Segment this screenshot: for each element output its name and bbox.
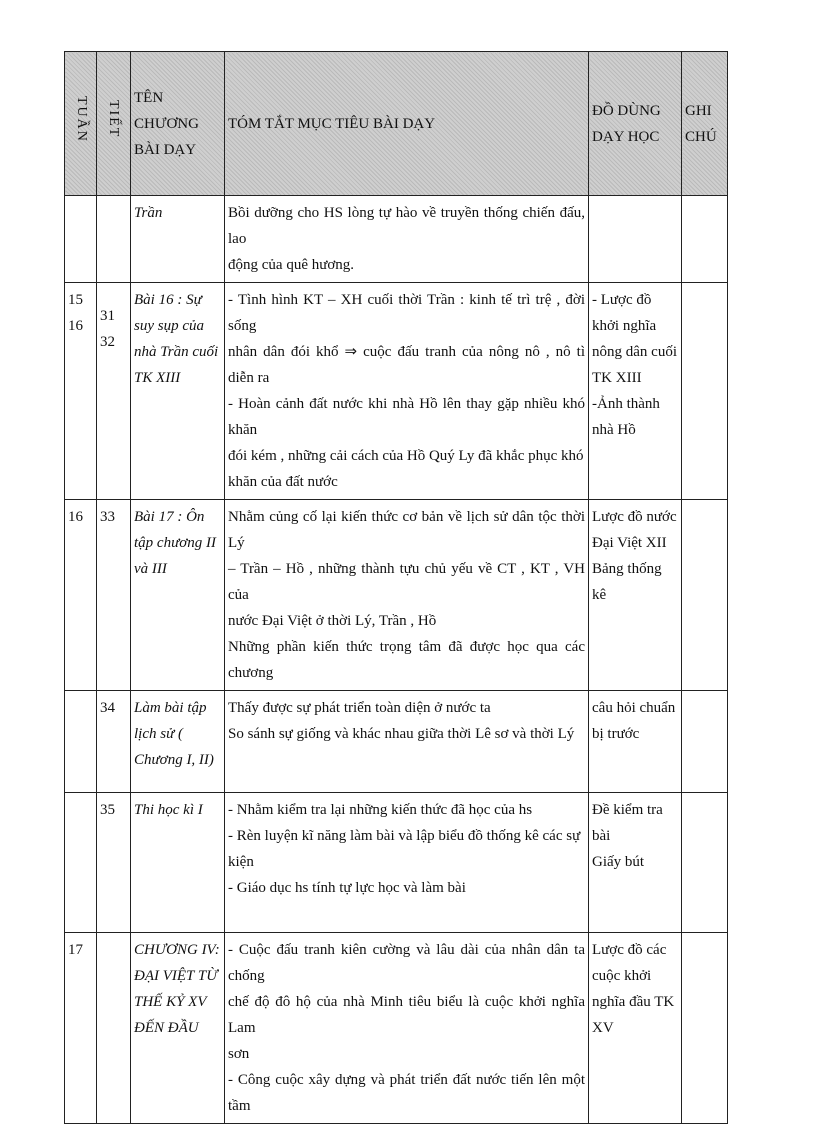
cell-line: - Hoàn cảnh đất nước khi nhà Hồ lên thay gặp nhiều khó khăn bbox=[228, 396, 585, 438]
cell-line: nước Đại Việt ở thời Lý, Trần , Hồ bbox=[228, 613, 437, 629]
cell-tuan bbox=[65, 283, 97, 500]
cell-line: Bồi dưỡng cho HS lòng tự hào về truyền thống chiến đấu, lao bbox=[228, 205, 585, 247]
cell-tom-tat bbox=[225, 691, 589, 793]
cell-line: Những phần kiến thức trọng tâm đã được học qua các chương bbox=[228, 639, 585, 681]
cell-tuan bbox=[65, 500, 97, 691]
header-ghi-chu bbox=[682, 52, 728, 196]
header-tom-tat: TÓM TẮT MỤC TIÊU BÀI DẠY bbox=[225, 52, 589, 196]
cell-line: 34 bbox=[100, 700, 115, 716]
cell-do-dung bbox=[589, 196, 682, 283]
cell-do-dung bbox=[589, 283, 682, 500]
cell-tom-tat bbox=[225, 500, 589, 691]
cell-tiet bbox=[97, 196, 131, 283]
cell-tuan bbox=[65, 691, 97, 793]
cell-line: TK XIII bbox=[134, 370, 181, 386]
header-line: ĐỒ DÙNG bbox=[592, 102, 661, 119]
cell-line: động của quê hương. bbox=[228, 257, 355, 273]
cell-tiet bbox=[97, 500, 131, 691]
cell-line: Chương I, II) bbox=[134, 752, 214, 768]
cell-line: câu hỏi chuẩn bbox=[592, 700, 676, 716]
table-row bbox=[65, 933, 728, 1124]
cell-do-dung bbox=[589, 793, 682, 933]
cell-line: - Rèn luyện kĩ năng làm bài và lập biểu đồ thống kê các sự bbox=[228, 828, 581, 844]
cell-line: – Trần – Hồ , những thành tựu chủ yếu về CT , KT , VH của bbox=[228, 561, 585, 603]
cell-line: CHƯƠNG IV: bbox=[134, 942, 220, 958]
cell-line: tập chương II bbox=[134, 535, 217, 551]
cell-line: ĐẠI VIỆT TỪ bbox=[134, 968, 218, 984]
header-tiet: TIẾT bbox=[97, 52, 131, 196]
cell-line: nhà Trần cuối bbox=[134, 344, 219, 360]
cell-line: Trần bbox=[134, 205, 163, 221]
cell-line: - Công cuộc xây dựng và phát triển đất nước tiến lên một tầm bbox=[228, 1072, 585, 1114]
cell-line: 16 bbox=[68, 509, 83, 525]
table-row bbox=[65, 793, 728, 933]
cell-do-dung bbox=[589, 500, 682, 691]
cell-do-dung bbox=[589, 691, 682, 793]
cell-do-dung bbox=[589, 933, 682, 1124]
header-line: BÀI DẠY bbox=[134, 141, 197, 158]
cell-ghi-chu bbox=[682, 933, 728, 1124]
cell-ghi-chu bbox=[682, 691, 728, 793]
cell-ten-chuong bbox=[131, 196, 225, 283]
cell-line: - Giáo dục hs tính tự lực học và làm bài bbox=[228, 880, 466, 896]
cell-tom-tat bbox=[225, 793, 589, 933]
header-do-dung bbox=[589, 52, 682, 196]
cell-line: 16 bbox=[68, 318, 83, 334]
cell-line: 33 bbox=[100, 509, 115, 525]
cell-ten-chuong bbox=[131, 283, 225, 500]
cell-ten-chuong bbox=[131, 793, 225, 933]
cell-line: ĐẾN ĐẦU bbox=[134, 1020, 199, 1036]
cell-line: THẾ KỶ XV bbox=[134, 994, 207, 1010]
cell-line: Giấy bút bbox=[592, 854, 645, 870]
cell-ghi-chu bbox=[682, 500, 728, 691]
cell-line: bị trước bbox=[592, 726, 640, 742]
cell-line: bài bbox=[592, 828, 611, 844]
header-line: GHI bbox=[685, 102, 712, 119]
cell-ghi-chu bbox=[682, 283, 728, 500]
cell-line: chế độ đô hộ của nhà Minh tiêu biểu là cuộc khởi nghĩa Lam bbox=[228, 994, 585, 1036]
header-row bbox=[65, 52, 728, 196]
cell-line: khăn của đất nước bbox=[228, 474, 338, 490]
cell-line: kiện bbox=[228, 854, 254, 870]
header-line: CHÚ bbox=[685, 128, 717, 145]
cell-line: - Nhằm kiểm tra lại những kiến thức đã học của hs bbox=[228, 802, 533, 818]
cell-line: lịch sử ( bbox=[134, 726, 184, 742]
cell-line: So sánh sự giống và khác nhau giữa thời Lê sơ và thời Lý bbox=[228, 726, 575, 742]
cell-line: Thấy được sự phát triển toàn diện ở nước ta bbox=[228, 700, 491, 716]
cell-line: TK XIII bbox=[592, 370, 642, 386]
cell-line: Bài 17 : Ôn bbox=[134, 509, 205, 525]
cell-tom-tat bbox=[225, 933, 589, 1124]
cell-line: Thi học kì I bbox=[134, 802, 203, 818]
cell-line: - Tình hình KT – XH cuối thời Trần : kinh tế trì trệ , đời sống bbox=[228, 292, 585, 334]
header-ten-chuong bbox=[131, 52, 225, 196]
table-row bbox=[65, 500, 728, 691]
cell-line: 31 bbox=[100, 308, 115, 324]
cell-ghi-chu bbox=[682, 793, 728, 933]
cell-line: 32 bbox=[100, 334, 115, 350]
cell-line: nghĩa đầu TK bbox=[592, 994, 675, 1010]
cell-line: suy sụp của bbox=[134, 318, 204, 334]
cell-tuan bbox=[65, 933, 97, 1124]
cell-line: nông dân cuối bbox=[592, 344, 677, 360]
cell-ghi-chu bbox=[682, 196, 728, 283]
cell-line: và III bbox=[134, 561, 167, 577]
cell-tiet bbox=[97, 933, 131, 1124]
cell-tom-tat bbox=[225, 196, 589, 283]
cell-line: Lược đồ các bbox=[592, 942, 667, 958]
cell-line: Lược đồ nước bbox=[592, 509, 677, 525]
cell-tuan bbox=[65, 793, 97, 933]
cell-line: - Lược đồ bbox=[592, 292, 652, 308]
cell-line: nhà Hồ bbox=[592, 422, 636, 438]
cell-tiet bbox=[97, 793, 131, 933]
table-row bbox=[65, 691, 728, 793]
cell-line: 15 bbox=[68, 292, 83, 308]
cell-ten-chuong bbox=[131, 691, 225, 793]
cell-line: Đại Việt XII bbox=[592, 535, 667, 551]
header-tuan: TUẦN bbox=[65, 52, 97, 196]
cell-line: Nhằm củng cố lại kiến thức cơ bản về lịch sử dân tộc thời Lý bbox=[228, 509, 585, 551]
table-row bbox=[65, 283, 728, 500]
cell-line: Bài 16 : Sự bbox=[134, 292, 202, 308]
cell-tuan bbox=[65, 196, 97, 283]
cell-line: Làm bài tập bbox=[134, 700, 207, 716]
cell-line: đói kém , những cải cách của Hồ Quý Ly đã khắc phục khó bbox=[228, 448, 584, 464]
teaching-plan-table bbox=[64, 51, 728, 1124]
cell-line: khởi nghĩa bbox=[592, 318, 657, 334]
cell-line: Bảng thống kê bbox=[592, 561, 662, 603]
cell-line: cuộc khởi bbox=[592, 968, 652, 984]
header-line: CHƯƠNG bbox=[134, 115, 199, 132]
cell-line: Đề kiểm tra bbox=[592, 802, 663, 818]
cell-ten-chuong bbox=[131, 933, 225, 1124]
cell-tiet bbox=[97, 283, 131, 500]
table-row bbox=[65, 196, 728, 283]
cell-line: nhân dân đói khổ ⇒ cuộc đấu tranh của nông nô , nô tì diễn ra bbox=[228, 344, 585, 386]
cell-line: 17 bbox=[68, 942, 83, 958]
header-line: DẠY HỌC bbox=[592, 128, 660, 145]
header-line: TÊN bbox=[134, 89, 164, 106]
cell-line: - Cuộc đấu tranh kiên cường và lâu dài của nhân dân ta chống bbox=[228, 942, 585, 984]
cell-line: -Ảnh thành bbox=[592, 396, 660, 412]
cell-tiet bbox=[97, 691, 131, 793]
cell-line: XV bbox=[592, 1020, 614, 1036]
cell-line: sơn bbox=[228, 1046, 250, 1062]
cell-ten-chuong bbox=[131, 500, 225, 691]
cell-line: 35 bbox=[100, 802, 115, 818]
cell-tom-tat bbox=[225, 283, 589, 500]
